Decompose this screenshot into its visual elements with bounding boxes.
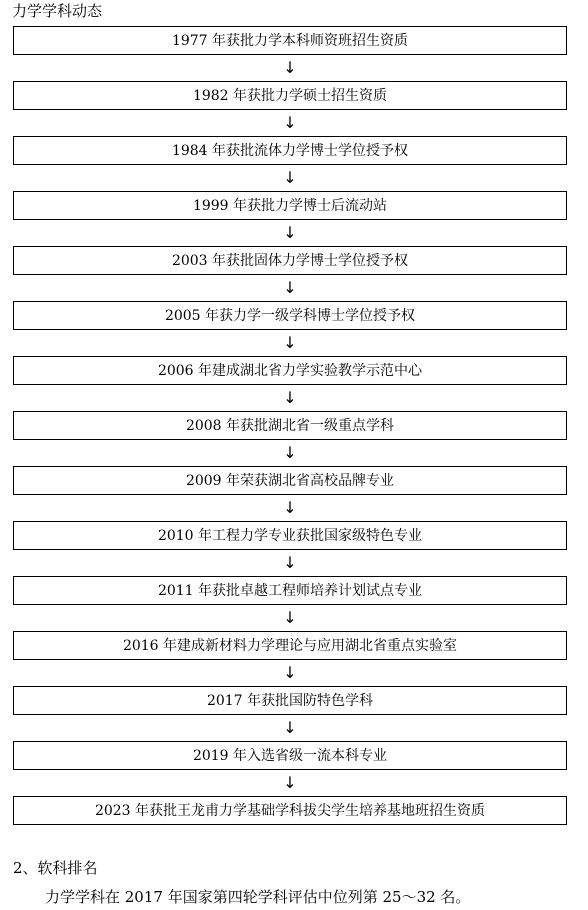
milestone-text: 2008 年获批湖北省一级重点学科 — [185, 417, 395, 434]
milestone-box — [13, 411, 567, 440]
milestone-text: 2016 年建成新材料力学理论与应用湖北省重点实验室 — [122, 637, 458, 654]
milestone-flowchart — [13, 26, 567, 825]
milestone-text: 1977 年获批力学本科师资班招生资质 — [171, 32, 409, 49]
milestone-box — [13, 631, 567, 660]
down-arrow-icon: ↓ — [283, 333, 297, 352]
milestone-box — [13, 81, 567, 110]
milestone-text: 2003 年获批固体力学博士学位授予权 — [171, 252, 409, 269]
milestone-text: 2006 年建成湖北省力学实验教学示范中心 — [157, 362, 423, 379]
down-arrow-icon: ↓ — [283, 773, 297, 792]
page-title: 力学学科动态 — [12, 2, 103, 20]
ranking-paragraph: 力学学科在 2017 年国家第四轮学科评估中位列第 25～32 名。 — [45, 888, 471, 906]
milestone-text: 2005 年获力学一级学科博士学位授予权 — [164, 307, 416, 324]
milestone-box — [13, 796, 567, 825]
milestone-text: 1982 年获批力学硕士招生资质 — [192, 87, 388, 104]
milestone-text: 2017 年获批国防特色学科 — [206, 692, 374, 709]
down-arrow-icon: ↓ — [283, 498, 297, 517]
milestone-box — [13, 246, 567, 275]
milestone-box — [13, 301, 567, 330]
milestone-text: 2023 年获批王龙甫力学基础学科拔尖学生培养基地班招生资质 — [94, 802, 486, 819]
down-arrow-icon: ↓ — [283, 113, 297, 132]
section-heading-ranking: 2、软科排名 — [13, 859, 98, 877]
down-arrow-icon: ↓ — [283, 443, 297, 462]
down-arrow-icon: ↓ — [283, 553, 297, 572]
milestone-box — [13, 686, 567, 715]
milestone-text: 2010 年工程力学专业获批国家级特色专业 — [157, 527, 423, 544]
down-arrow-icon: ↓ — [283, 278, 297, 297]
milestone-box — [13, 356, 567, 385]
milestone-box — [13, 576, 567, 605]
milestone-text: 2009 年荣获湖北省高校品牌专业 — [185, 472, 395, 489]
milestone-text: 2019 年入选省级一流本科专业 — [192, 747, 388, 764]
milestone-box — [13, 521, 567, 550]
down-arrow-icon: ↓ — [283, 223, 297, 242]
down-arrow-icon: ↓ — [283, 718, 297, 737]
milestone-box — [13, 26, 567, 55]
down-arrow-icon: ↓ — [283, 608, 297, 627]
milestone-box — [13, 191, 567, 220]
down-arrow-icon: ↓ — [283, 388, 297, 407]
milestone-text: 2011 年获批卓越工程师培养计划试点专业 — [157, 582, 423, 599]
milestone-text: 1984 年获批流体力学博士学位授予权 — [171, 142, 409, 159]
milestone-text: 1999 年获批力学博士后流动站 — [192, 197, 388, 214]
down-arrow-icon: ↓ — [283, 58, 297, 77]
milestone-box — [13, 741, 567, 770]
milestone-box — [13, 136, 567, 165]
down-arrow-icon: ↓ — [283, 168, 297, 187]
down-arrow-icon: ↓ — [283, 663, 297, 682]
milestone-box — [13, 466, 567, 495]
